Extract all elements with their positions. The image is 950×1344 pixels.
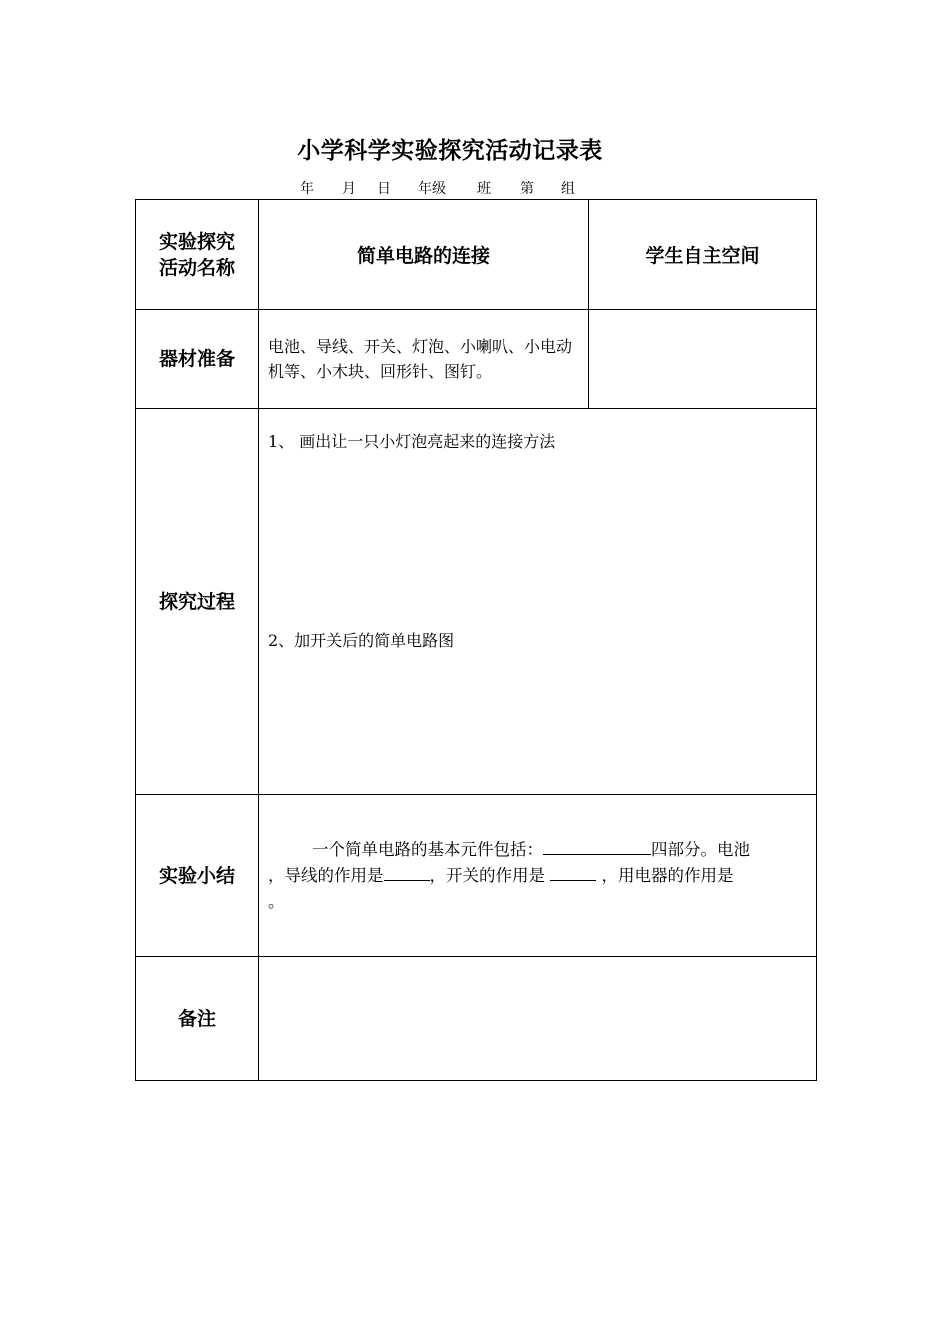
month-label: 月 [342, 181, 356, 197]
wire-function-blank[interactable] [384, 864, 430, 881]
activity-name-label-line2: 活动名称 [158, 256, 235, 279]
process-step-2: 2、加开关后的简单电路图 [268, 631, 455, 650]
process-step-1: 1、 画出让一只小灯泡亮起来的连接方法 [268, 432, 556, 451]
header-row [136, 200, 817, 310]
activity-name-value: 简单电路的连接 [259, 200, 589, 310]
year-label: 年 [300, 181, 314, 197]
components-blank[interactable] [543, 838, 651, 855]
activity-name-label-line1: 实验探究 [158, 230, 235, 253]
remarks-area[interactable] [259, 957, 817, 1081]
summary-part3: ，导线的作用是 [268, 865, 384, 885]
summary-part1: 一个简单电路的基本元件包括： [312, 839, 543, 859]
materials-label: 器材准备 [136, 310, 259, 409]
date-class-group-line [0, 178, 950, 198]
process-label: 探究过程 [136, 409, 259, 795]
summary-part4: ，开关的作用是 [429, 865, 551, 885]
summary-text [259, 795, 817, 957]
student-space-header: 学生自主空间 [589, 200, 817, 310]
summary-part2: 四部分。电池 [651, 839, 750, 859]
process-drawing-area[interactable] [259, 409, 817, 795]
materials-text: 电池、导线、开关、灯泡、小喇叭、小电动机等、小木块、回形针、图钉。 [259, 310, 589, 409]
process-row [136, 409, 817, 795]
materials-row [136, 310, 817, 409]
ordinal-label: 第 [520, 181, 534, 197]
class-label: 班 [477, 181, 491, 197]
summary-row [136, 795, 817, 957]
grade-label: 年级 [418, 181, 446, 197]
switch-function-blank[interactable] [550, 864, 596, 881]
materials-student-space[interactable] [589, 310, 817, 409]
summary-part6: 。 [268, 891, 285, 911]
summary-part5: ，用电器的作用是 [596, 865, 734, 885]
page-title: 小学科学实验探究活动记录表 [297, 138, 603, 164]
remarks-label: 备注 [136, 957, 259, 1081]
group-label: 组 [561, 181, 575, 197]
activity-name-label [136, 200, 259, 310]
record-table [135, 199, 817, 1081]
day-label: 日 [377, 181, 391, 197]
remarks-row [136, 957, 817, 1081]
summary-label: 实验小结 [136, 795, 259, 957]
